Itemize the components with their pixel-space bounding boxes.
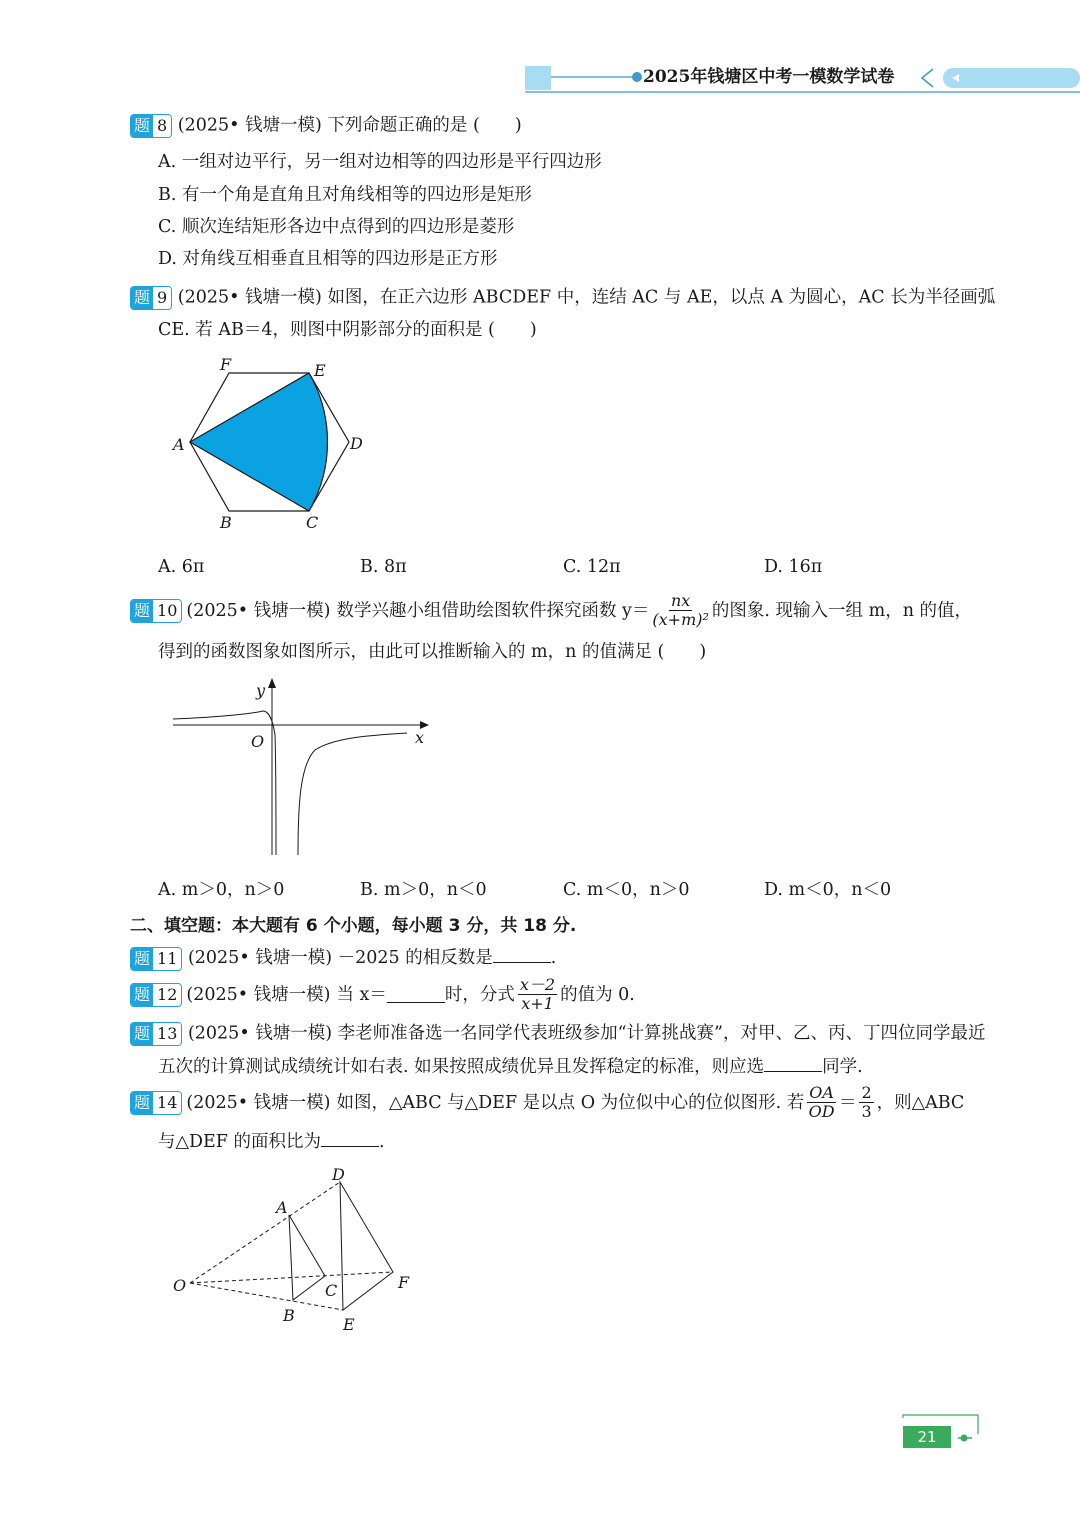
- question-source: (2025• 钱塘一模): [186, 984, 331, 1005]
- label-a: A: [276, 1198, 288, 1217]
- question-14-line2: [158, 1130, 385, 1153]
- label-a: A: [173, 435, 185, 454]
- question-12: [130, 976, 635, 1013]
- question-stem-line2: 得到的函数图象如图所示，由此可以推断输入的 m，n 的值满足 ( ): [158, 642, 707, 662]
- question-line2-end: .: [378, 1132, 385, 1152]
- question-source: (2025• 钱塘一模): [187, 948, 333, 968]
- question-tag: 题 10: [130, 599, 182, 623]
- function-graph: [165, 675, 440, 860]
- answer-blank[interactable]: [387, 986, 445, 1003]
- q10-option-c: C. m＜0，n＞0: [563, 880, 690, 900]
- option-b: B. 有一个角是直角且对角线相等的四边形是矩形: [158, 185, 532, 205]
- q9-option-a: A. 6π: [158, 557, 205, 577]
- question-source: (2025• 钱塘一模): [186, 600, 331, 621]
- question-stem-line1: 如图，在正六边形 ABCDEF 中，连结 AC 与 AE，以点 A 为圆心，AC 长为半径画弧: [327, 287, 996, 308]
- question-10: [130, 592, 972, 629]
- label-d: D: [332, 1165, 345, 1184]
- label-b: B: [283, 1306, 295, 1325]
- question-14: [130, 1084, 964, 1121]
- question-text-b: ，则△ABC: [876, 1092, 965, 1113]
- question-13-line2: [158, 1055, 863, 1078]
- similar-triangles-figure: [165, 1160, 425, 1340]
- question-text-b: 时，分式: [444, 984, 515, 1005]
- question-source: (2025• 钱塘一模): [186, 1092, 331, 1113]
- question-stem-line2: CE. 若 AB＝4，则图中阴影部分的面积是 ( ): [158, 320, 537, 340]
- option-c: C. 顺次连结矩形各边中点得到的四边形是菱形: [158, 217, 515, 237]
- ratio-fraction-left: $\frac{OA}{OD}$: [808, 1083, 835, 1121]
- question-tag: 题 8: [130, 114, 172, 138]
- axis-label-y: y: [256, 681, 266, 700]
- question-line1: 李老师准备选一名同学代表班级参加“计算挑战赛”，对甲、乙、丙、丁四位同学最近: [337, 1023, 986, 1044]
- q10-option-b: B. m＞0，n＜0: [360, 880, 487, 900]
- question-text-c: 的值为 0.: [560, 984, 635, 1005]
- question-text-a: 如图，△ABC 与△DEF 是以点 O 为位似中心的位似图形. 若: [336, 1092, 805, 1113]
- triangle-def: [340, 1182, 393, 1310]
- question-line2-end: 同学.: [822, 1057, 863, 1077]
- question-8: [130, 114, 522, 138]
- section-heading: 二、填空题：本大题有 6 个小题，每小题 3 分，共 18 分.: [130, 916, 577, 936]
- question-stem-b: 的图象. 现输入一组 m，n 的值，: [711, 600, 973, 621]
- question-tag: 题 9: [130, 286, 172, 310]
- label-d: D: [350, 434, 363, 453]
- axis-label-o: O: [251, 732, 265, 751]
- question-stem: 下列命题正确的是 ( ): [327, 115, 522, 136]
- header-bar: [525, 66, 1080, 92]
- option-d: D. 对角线互相垂直且相等的四边形是正方形: [158, 249, 498, 269]
- equals-sign: ＝: [838, 1092, 857, 1113]
- question-text-a: 当 x＝: [336, 984, 387, 1005]
- y-arrow: [268, 678, 276, 688]
- curve-right-branch: [298, 733, 407, 855]
- answer-blank[interactable]: [764, 1055, 822, 1072]
- label-b: B: [220, 513, 232, 532]
- label-c: C: [306, 513, 319, 532]
- label-c: C: [325, 1281, 338, 1300]
- question-line2: 与△DEF 的面积比为: [158, 1132, 321, 1152]
- condition-fraction: $\frac{x-2}{x+1}$: [519, 975, 556, 1013]
- question-tag: 题 13: [130, 1022, 182, 1046]
- answer-blank[interactable]: [321, 1130, 379, 1147]
- q9-option-d: D. 16π: [764, 557, 823, 577]
- label-e: E: [343, 1315, 355, 1334]
- question-13: [130, 1022, 986, 1046]
- ray-ob-dashed: [190, 1283, 343, 1310]
- q9-option-c: C. 12π: [563, 557, 621, 577]
- label-o: O: [173, 1276, 187, 1295]
- axis-label-x: x: [415, 728, 425, 747]
- question-tag: 题 14: [130, 1091, 182, 1115]
- ratio-fraction-right: $\frac{2}{3}$: [861, 1083, 872, 1121]
- q10-option-d: D. m＜0，n＜0: [764, 880, 892, 900]
- label-f: F: [398, 1273, 410, 1292]
- function-fraction: $\frac{nx}{\text{(x+m)²}}$: [652, 591, 709, 629]
- question-source: (2025• 钱塘一模): [177, 287, 322, 308]
- question-stem-a: 数学兴趣小组借助绘图软件探究函数 y＝: [336, 600, 650, 621]
- ray-oa-dashed: [190, 1182, 340, 1283]
- question-tag: 题 11: [130, 947, 182, 971]
- question-text-end: .: [550, 948, 557, 968]
- triangle-abc: [289, 1215, 325, 1300]
- hexagon-figure: [165, 352, 375, 537]
- question-source: (2025• 钱塘一模): [187, 1023, 333, 1044]
- label-f: F: [220, 355, 232, 374]
- answer-blank[interactable]: [493, 946, 551, 963]
- q9-option-b: B. 8π: [360, 557, 407, 577]
- question-line2: 五次的计算测试成绩统计如右表. 如果按照成绩优异且发挥稳定的标准，则应选: [158, 1057, 765, 1077]
- header-title: 2025年钱塘区中考一模数学试卷: [643, 67, 895, 87]
- q10-option-a: A. m＞0，n＞0: [158, 880, 285, 900]
- option-a: A. 一组对边平行，另一组对边相等的四边形是平行四边形: [158, 152, 602, 172]
- question-tag: 题 12: [130, 983, 182, 1007]
- question-11: [130, 946, 556, 971]
- page-number-box: [902, 1414, 982, 1448]
- question-source: (2025• 钱塘一模): [177, 115, 322, 136]
- question-text: －2025 的相反数是: [337, 948, 493, 968]
- label-e: E: [314, 361, 326, 380]
- question-9: [130, 286, 995, 310]
- shaded-sector: [190, 373, 327, 511]
- page-number: 21: [917, 1428, 937, 1446]
